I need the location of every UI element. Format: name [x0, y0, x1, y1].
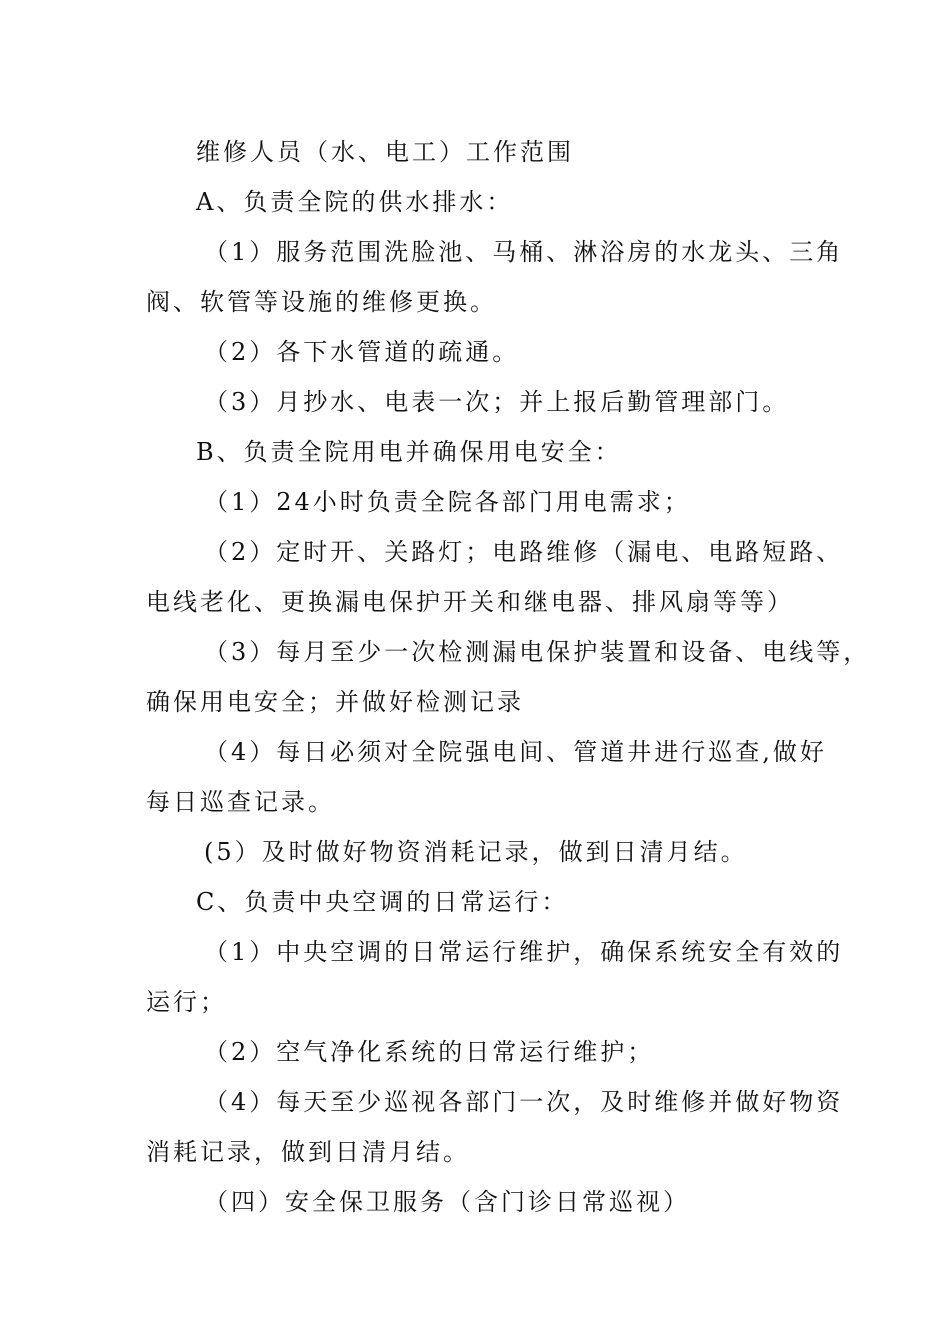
- section-c-heading: C、负责中央空调的日常运行：: [196, 888, 569, 916]
- paragraph-line: 电线老化、更换漏电保护开关和继电器、排风扇等等）: [146, 588, 794, 616]
- paragraph-line: （1）服务范围洗脸池、马桶、淋浴房的水龙头、三角: [204, 238, 844, 266]
- paragraph-line: 阀、软管等设施的维修更换。: [146, 288, 497, 316]
- section-four-heading: （四）安全保卫服务（含门诊日常巡视）: [204, 1188, 690, 1216]
- paragraph-line: （1）24小时负责全院各部门用电需求；: [204, 488, 691, 516]
- paragraph-line: （2）各下水管道的疏通。: [204, 338, 520, 366]
- paragraph-line: （2）空气净化系统的日常运行维护；: [204, 1038, 655, 1066]
- paragraph-line: 消耗记录，做到日清月结。: [146, 1138, 470, 1166]
- paragraph-line: (5）及时做好物资消耗记录，做到日清月结。: [204, 838, 748, 866]
- paragraph-line: 运行；: [146, 988, 227, 1016]
- paragraph-line: 确保用电安全；并做好检测记录: [146, 688, 524, 716]
- paragraph-line: （2）定时开、关路灯；电路维修（漏电、电路短路、: [204, 538, 844, 566]
- paragraph-line: （4）每天至少巡视各部门一次，及时维修并做好物资: [204, 1088, 844, 1116]
- paragraph-line: （3）月抄水、电表一次；并上报后勤管理部门。: [204, 388, 790, 416]
- document-title: 维修人员（水、电工）工作范围: [196, 138, 574, 166]
- paragraph-line: （3）每月至少一次检测漏电保护装置和设备、电线等，: [204, 638, 871, 666]
- paragraph-line: （4）每日必须对全院强电间、管道井进行巡查,做好: [204, 738, 827, 766]
- section-b-heading: B、负责全院用电并确保用电安全：: [196, 438, 622, 466]
- section-a-heading: A、负责全院的供水排水：: [196, 188, 514, 216]
- paragraph-line: （1）中央空调的日常运行维护，确保系统安全有效的: [204, 938, 844, 966]
- paragraph-line: 每日巡查记录。: [146, 788, 335, 816]
